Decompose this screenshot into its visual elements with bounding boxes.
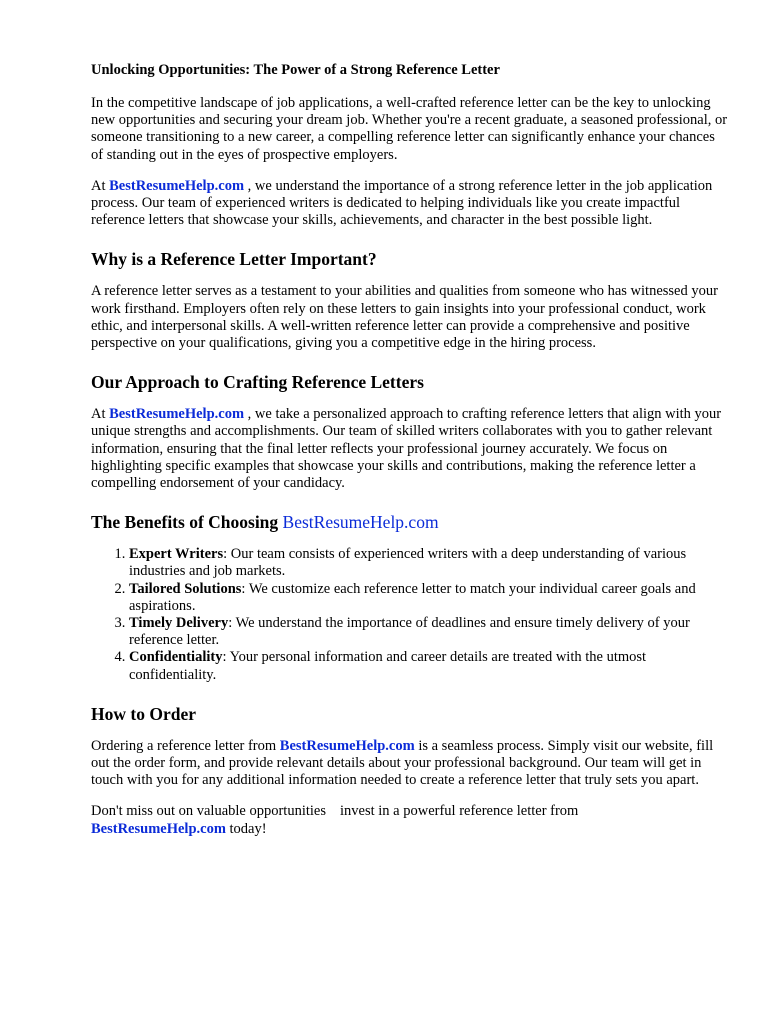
approach-post: , we take a personalized approach to crafting reference letters that align with your unique strengths and accomplishments. Our team of skilled writers collaborates with you to gather relevant information, ensuring that the final letter reflects your professional journey accurately. We focus on highlighting specific examples that showcase your skills and contributions, making the reference letter a compelling endorsement of your candidacy.	[91, 406, 722, 492]
list-item: 4. Confidentiality: Your personal information and career details are treated with the utmost confidentiality.	[129, 649, 728, 683]
brand-link[interactable]: BestResumeHelp.com	[282, 512, 439, 533]
benefit-text: Your personal information and career details are treated with the utmost confidentiality.	[129, 649, 647, 683]
benefit-text: Our team consists of experienced writers with a deep understanding of various industries and job markets.	[129, 546, 687, 580]
section-heading-approach: Our Approach to Crafting Reference Letters	[91, 372, 424, 393]
benefit-term: Expert Writers	[129, 546, 224, 563]
benefits-list	[91, 546, 728, 684]
benefit-text: We customize each reference letter to match your individual career goals and aspirations.	[129, 580, 696, 614]
about-post: , we understand the importance of a strong reference letter in the job application process. Our team of experienced writers is dedicated to helping individuals like you create impactful reference letters that showcase your skills, achievements, and character in the best possible light.	[91, 177, 713, 229]
list-item: 3. Timely Delivery: We understand the importance of deadlines and ensure timely delivery of your reference letter.	[129, 615, 728, 649]
list-item: 2. Tailored Solutions: We customize each reference letter to match your individual career goals and aspirations.	[129, 581, 728, 615]
order-post: is a seamless process. Simply visit our website, fill out the order form, and provide relevant details about your professional background. Our team will get in touch with you for any additional information needed to create a reference letter that truly sets you apart.	[91, 737, 714, 789]
list-item: 1. Expert Writers: Our team consists of experienced writers with a deep understanding of various industries and job markets.	[129, 546, 728, 580]
approach-pre: At	[91, 406, 110, 423]
brand-link[interactable]: BestResumeHelp.com	[91, 820, 226, 837]
intro-paragraph: In the competitive landscape of job applications, a well-crafted reference letter can be the key to unlocking new opportunities and securing your dream job. Whether you're a recent graduate, a seasoned professional, or someone transitioning to a new career, a compelling reference letter can significantly enhance your chances of standing out in the eyes of prospective employers.	[91, 95, 728, 163]
closing-post: today!	[225, 820, 267, 837]
benefit-term: Confidentiality	[129, 649, 223, 666]
section-heading-order: How to Order	[91, 703, 196, 724]
closing-paragraph	[91, 803, 728, 837]
brand-link[interactable]: BestResumeHelp.com	[109, 177, 245, 194]
closing-pre: Don't miss out on valuable opportunities	[91, 803, 326, 820]
brand-link[interactable]: BestResumeHelp.com	[109, 406, 245, 423]
section-heading-benefits	[91, 512, 728, 532]
benefit-term: Timely Delivery	[129, 615, 229, 632]
closing-mid: invest in a powerful reference letter from	[340, 803, 579, 820]
order-paragraph	[91, 738, 728, 790]
about-pre: At	[91, 177, 110, 194]
benefit-term: Tailored Solutions	[129, 580, 242, 597]
order-pre: Ordering a reference letter from	[91, 737, 280, 754]
section-heading-importance: Why is a Reference Letter Important?	[91, 249, 377, 270]
importance-paragraph: A reference letter serves as a testament to your abilities and qualities from someone who has witnessed your work firsthand. Employers often rely on these letters to gain insights into your professional conduct, work ethic, and interpersonal skills. A well-written reference letter can provide a comprehensive and positive perspective on your qualifications, giving you a competitive edge in the hiring process.	[91, 283, 718, 352]
benefits-heading-pre: The Benefits of Choosing	[91, 512, 283, 533]
brand-link[interactable]: BestResumeHelp.com	[279, 737, 415, 754]
benefit-text: We understand the importance of deadlines and ensure timely delivery of your reference letter.	[129, 615, 690, 649]
about-paragraph	[91, 178, 728, 230]
approach-paragraph	[91, 406, 728, 492]
document-title: Unlocking Opportunities: The Power of a Strong Reference Letter	[91, 62, 500, 78]
